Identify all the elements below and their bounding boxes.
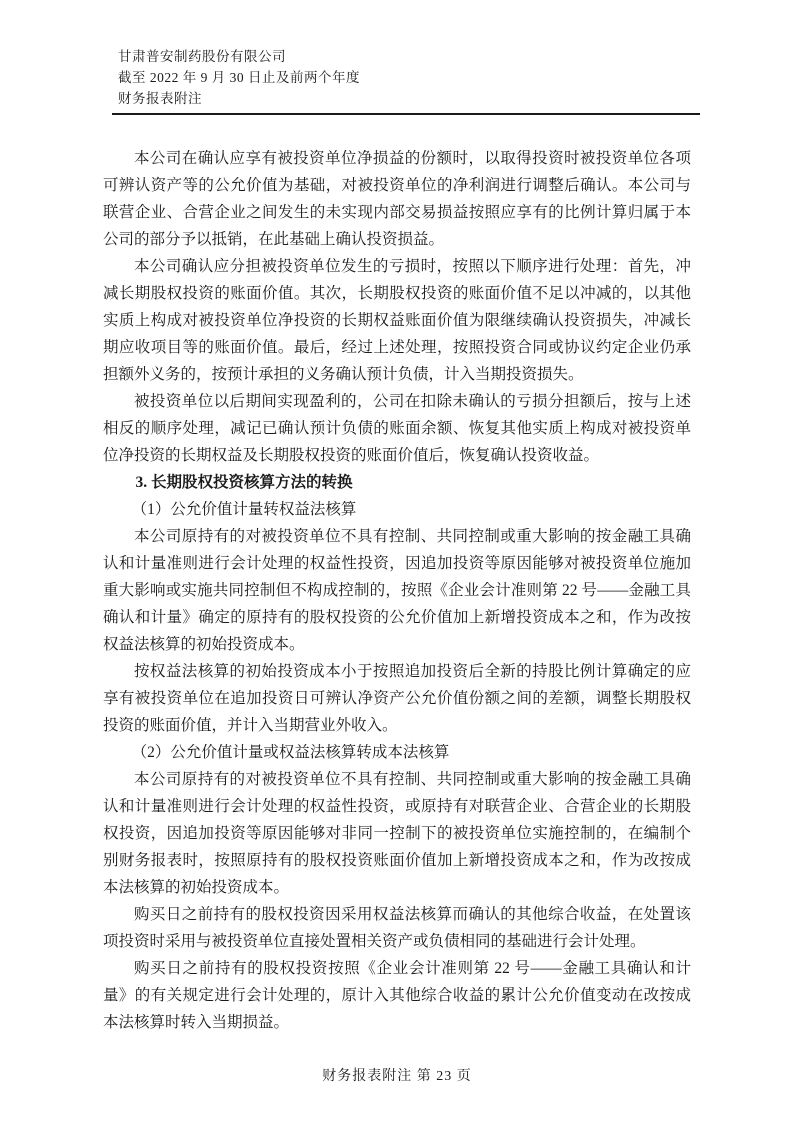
header-period: 截至 2022 年 9 月 30 日止及前两个年度 xyxy=(118,70,360,85)
page-footer xyxy=(103,1065,691,1085)
section-heading: 3. 长期股权投资核算方法的转换 xyxy=(135,474,353,492)
body-paragraph: 本公司原持有的对被投资单位不具有控制、共同控制或重大影响的按金融工具确认和计量准则进行会计处理的权益性投资，因追加投资等原因能够对被投资单位施加重大影响或实施共同控制但不构成控制的，按照《企业会计准则第 22 号——金融工具确认和计量》确定的原持有的股权投资的公允价值加上新增投资成本之和，作为改按权益法核算的初始投资成本。 xyxy=(103,528,691,654)
body-paragraph: 本公司在确认应享有被投资单位净损益的份额时，以取得投资时被投资单位各项可辨认资产等的公允价值为基础，对被投资单位的净利润进行调整后确认。本公司与联营企业、合营企业之间发生的未实现内部交易损益按照应享有的比例计算归属于本公司的部分予以抵销，在此基础上确认投资损益。 xyxy=(103,150,691,249)
sub-heading: （2）公允价值计量或权益法核算转成本法核算 xyxy=(131,744,450,762)
document-body xyxy=(103,145,691,1036)
page-header xyxy=(118,46,691,109)
header-company-name: 甘肃普安制药股份有限公司 xyxy=(118,49,286,64)
body-paragraph: 本公司确认应分担被投资单位发生的亏损时，按照以下顺序进行处理：首先，冲减长期股权投资的账面价值。其次，长期股权投资的账面价值不足以冲减的，以其他实质上构成对被投资单位净投资的长期权益账面价值为限继续确认投资损失，冲减长期应收项目等的账面价值。最后，经过上述处理，按照投资合同或协议约定企业仍承担额外义务的，按预计承担的义务确认预计负债，计入当期投资损失。 xyxy=(103,258,691,384)
body-paragraph: 购买日之前持有的股权投资按照《企业会计准则第 22 号——金融工具确认和计量》的有关规定进行会计处理的，原计入其他综合收益的累计公允价值变动在改按成本法核算时转入当期损益。 xyxy=(103,960,691,1032)
sub-heading: （1）公允价值计量转权益法核算 xyxy=(131,501,357,519)
header-doc-title: 财务报表附注 xyxy=(118,91,202,106)
body-paragraph: 购买日之前持有的股权投资因采用权益法核算而确认的其他综合收益，在处置该项投资时采用与被投资单位直接处置相关资产或负债相同的基础进行会计处理。 xyxy=(103,906,691,951)
body-paragraph: 本公司原持有的对被投资单位不具有控制、共同控制或重大影响的按金融工具确认和计量准则进行会计处理的权益性投资，或原持有对联营企业、合营企业的长期股权投资，因追加投资等原因能够对非同一控制下的被投资单位实施控制的，在编制个别财务报表时，按照原持有的股权投资账面价值加上新增投资成本之和，作为改按成本法核算的初始投资成本。 xyxy=(103,771,691,897)
header-divider xyxy=(112,113,700,115)
body-paragraph: 按权益法核算的初始投资成本小于按照追加投资后全新的持股比例计算确定的应享有被投资单位在追加投资日可辨认净资产公允价值份额之间的差额，调整长期股权投资的账面价值，并计入当期营业外收入。 xyxy=(103,663,691,735)
body-paragraph: 被投资单位以后期间实现盈利的，公司在扣除未确认的亏损分担额后，按与上述相反的顺序处理，减记已确认预计负债的账面余额、恢复其他实质上构成对被投资单位净投资的长期权益及长期股权投资的账面价值后，恢复确认投资收益。 xyxy=(103,393,691,465)
footer-page-label: 财务报表附注 第 23 页 xyxy=(322,1069,472,1085)
